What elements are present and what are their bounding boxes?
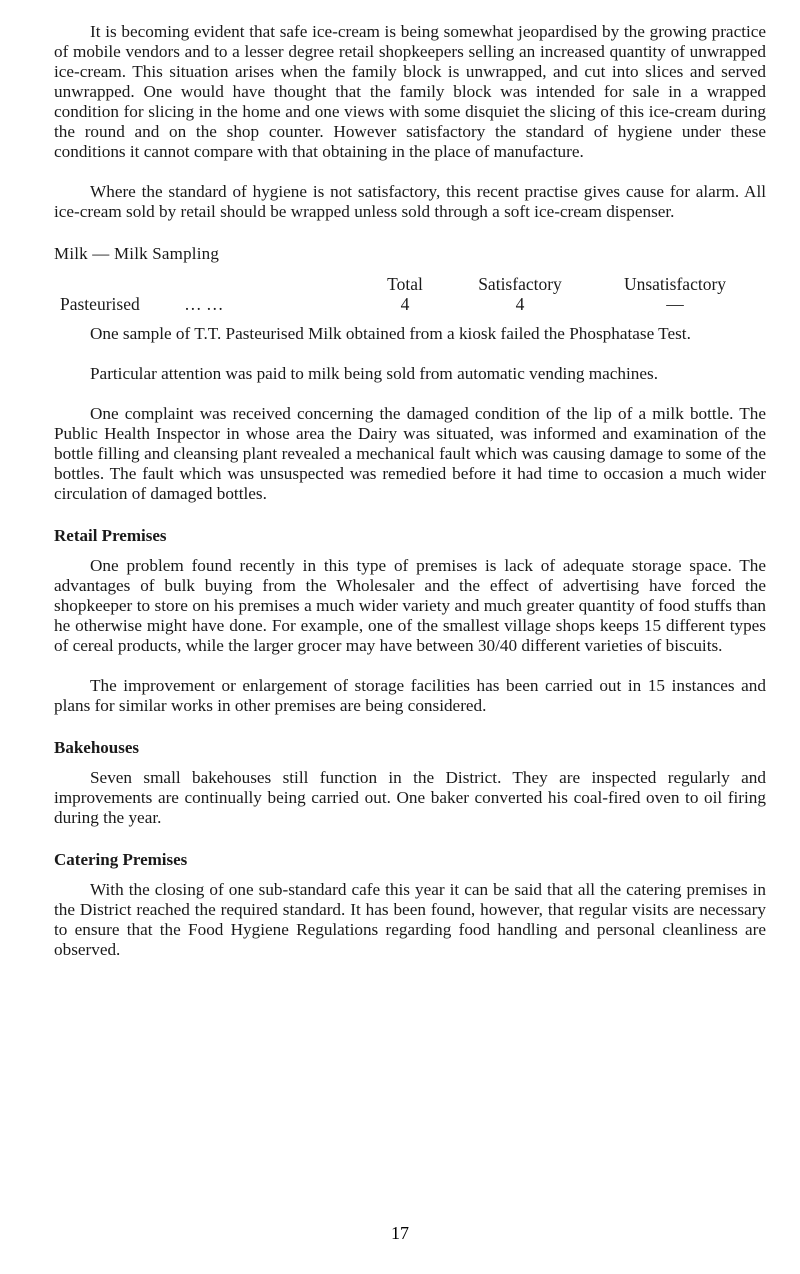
table-header-total: Total xyxy=(387,274,423,294)
table-header-satisfactory: Satisfactory xyxy=(478,274,562,294)
ice-cream-paragraph-2: Where the standard of hygiene is not satisfactory, this recent practise gives cause for alarm. All ice-cream sold by retail should be wrapped unless sold through a soft ice-cream dispenser. xyxy=(54,182,766,221)
cell-total: 4 xyxy=(400,294,410,314)
catering-premises-heading: Catering Premises xyxy=(54,850,188,869)
milk-paragraph-2: Particular attention was paid to milk being sold from automatic vending machines. xyxy=(90,364,659,383)
retail-paragraph-2: The improvement or enlargement of storage facilities has been carried out in 15 instances and plans for similar works in other premises are being considered. xyxy=(54,676,766,715)
retail-premises-heading: Retail Premises xyxy=(54,526,167,545)
page-number: 17 xyxy=(391,1223,409,1243)
retail-paragraph-1: One problem found recently in this type of premises is lack of adequate storage space. The advantages of bulk buying from the Wholesaler and the effect of advertising have forced the shopkeeper to store on his premises a much wider variety and much greater quantity of food stuffs than he otherwise might have done. For example, one of the smallest village shops keeps 15 different types of cereal products, while the larger grocer may have between 30/40 different varieties of biscuits. xyxy=(54,556,766,655)
cell-unsatisfactory: — xyxy=(666,294,684,314)
milk-paragraph-3: One complaint was received concerning the damaged condition of the lip of a milk bottle. The Public Health Inspector in whose area the Dairy was situated, was informed and examination of the bottle filling and cleansing plant revealed a mechanical fault which was causing damage to some of the bottles. The fault which was unsuspected was remedied before it had time to occasion a much wider circulation of damaged bottles. xyxy=(54,404,766,503)
table-header-unsatisfactory: Unsatisfactory xyxy=(623,274,727,294)
milk-sampling-heading: Milk — Milk Sampling xyxy=(54,244,220,263)
row-label-cell xyxy=(54,294,360,314)
row-label: Pasteurised xyxy=(60,294,140,314)
table-header-row xyxy=(54,274,760,294)
bakehouses-paragraph: Seven small bakehouses still function in the District. They are inspected regularly and improvements are continually being carried out. One baker converted his coal-fired oven to oil firing during the year. xyxy=(54,768,766,827)
milk-paragraph-1: One sample of T.T. Pasteurised Milk obtained from a kiosk failed the Phosphatase Test. xyxy=(90,324,691,343)
leader-dots: … … xyxy=(184,294,224,314)
catering-paragraph: With the closing of one sub-standard cafe this year it can be said that all the catering premises in the District reached the required standard. It has been found, however, that regular visits are necessary to ensure that the Food Hygiene Regulations regarding food handling and personal cleanliness are observed. xyxy=(54,880,766,959)
bakehouses-heading: Bakehouses xyxy=(54,738,140,757)
table-header-blank xyxy=(54,274,360,294)
table-row xyxy=(54,294,760,314)
milk-sampling-table xyxy=(54,274,760,314)
cell-satisfactory: 4 xyxy=(515,294,525,314)
document-page xyxy=(54,22,766,960)
ice-cream-paragraph-1: It is becoming evident that safe ice-cream is being somewhat jeopardised by the growing practice of mobile vendors and to a lesser degree retail shopkeepers selling an increased quantity of unwrapped ice-cream. This situation arises when the family block is unwrapped, and cut into slices and served unwrapped. One would have thought that the family block was intended for sale in a wrapped condition for slicing in the home and one views with some disquiet the slicing of this ice-cream during the round and on the shop counter. However satisfactory the standard of hygiene under these conditions it cannot compare with that obtaining in the place of manufacture. xyxy=(54,22,766,161)
